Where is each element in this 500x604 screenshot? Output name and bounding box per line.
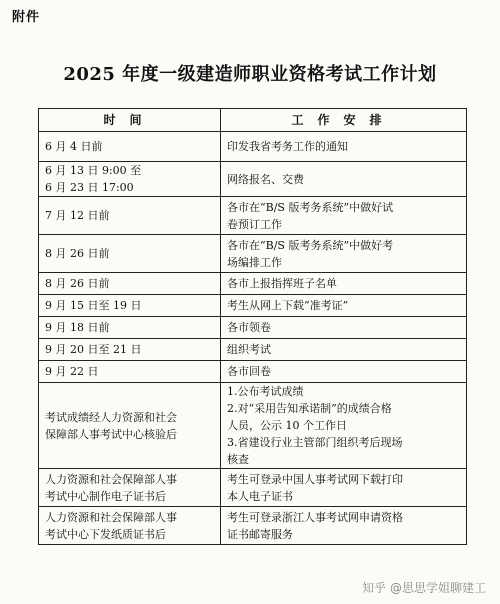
cell-task — [221, 132, 467, 162]
cell-task — [221, 361, 467, 383]
task-line: 各市领卷 — [227, 321, 271, 334]
schedule-table — [38, 108, 467, 545]
time-line: 9 月 15 日至 19 日 — [45, 299, 142, 312]
cell-time — [39, 339, 221, 361]
cell-time — [39, 469, 221, 507]
time-line: 6 月 23 日 17:00 — [45, 181, 134, 194]
table-row — [39, 132, 467, 162]
task-line: 考生从网上下载“准考证” — [227, 299, 349, 312]
cell-task — [221, 469, 467, 507]
time-line: 6 月 4 日前 — [45, 140, 103, 153]
time-line: 考试成绩经人力资源和社会 — [45, 410, 177, 424]
task-line: 组织考试 — [227, 343, 271, 356]
document-title: 2025 年度一级建造师职业资格考试工作计划 — [63, 64, 437, 85]
cell-time — [39, 295, 221, 317]
time-line: 9 月 20 日至 21 日 — [45, 343, 142, 356]
attachment-label: 附件 — [12, 10, 41, 25]
task-line: 场编排工作 — [227, 255, 282, 269]
table-row — [39, 273, 467, 295]
time-line: 考试中心下发纸质证书后 — [45, 527, 166, 541]
table-header-row — [39, 109, 467, 132]
table-row — [39, 383, 467, 469]
table-body — [39, 132, 467, 545]
cell-task — [221, 507, 467, 545]
cell-task — [221, 339, 467, 361]
time-line: 人力资源和社会保障部人事 — [45, 472, 177, 486]
header-time: 时间 — [39, 109, 221, 132]
task-line: 1.公布考试成绩 — [227, 385, 304, 398]
task-line: 本人电子证书 — [227, 489, 293, 503]
cell-task — [221, 197, 467, 235]
cell-time — [39, 162, 221, 197]
time-line: 考试中心制作电子证书后 — [45, 489, 166, 503]
time-line: 6 月 13 日 9:00 至 — [45, 164, 142, 177]
cell-task — [221, 235, 467, 273]
task-line: 卷预订工作 — [227, 217, 282, 231]
time-line: 9 月 22 日 — [45, 365, 99, 378]
watermark: 知乎 @思思学姐聊建工 — [362, 581, 486, 595]
cell-time — [39, 507, 221, 545]
table-row — [39, 507, 467, 545]
table-row — [39, 197, 467, 235]
time-line: 7 月 12 日前 — [45, 209, 110, 222]
cell-task — [221, 295, 467, 317]
task-line: 核查 — [227, 453, 249, 466]
time-line: 8 月 26 日前 — [45, 277, 110, 290]
cell-time — [39, 197, 221, 235]
cell-time — [39, 235, 221, 273]
task-line: 各市上报指挥班子名单 — [227, 277, 337, 290]
task-line: 2.对“采用告知承诺制”的成绩合格 — [227, 402, 392, 415]
cell-task — [221, 383, 467, 469]
cell-time — [39, 273, 221, 295]
task-line: 网络报名、交费 — [227, 172, 304, 186]
time-line: 8 月 26 日前 — [45, 247, 110, 260]
table-row — [39, 469, 467, 507]
cell-task — [221, 273, 467, 295]
time-line: 保障部人事考试中心核验后 — [45, 427, 177, 441]
table-row — [39, 235, 467, 273]
task-line: 考生可登录中国人事考试网下载打印 — [227, 472, 403, 486]
table-row — [39, 162, 467, 197]
task-line: 证书邮寄服务 — [227, 527, 293, 541]
cell-time — [39, 383, 221, 469]
table-row — [39, 339, 467, 361]
time-line: 9 月 18 日前 — [45, 321, 110, 334]
cell-time — [39, 361, 221, 383]
table-row — [39, 295, 467, 317]
table-row — [39, 317, 467, 339]
time-line: 人力资源和社会保障部人事 — [45, 510, 177, 524]
cell-time — [39, 317, 221, 339]
task-line: 印发我省考务工作的通知 — [227, 140, 348, 153]
task-line: 各市在“B/S 版考务系统”中做好考 — [227, 238, 394, 252]
cell-task — [221, 317, 467, 339]
cell-task — [221, 162, 467, 197]
task-line: 各市回卷 — [227, 365, 271, 378]
task-line: 人员，公示 10 个工作日 — [227, 419, 347, 432]
header-task: 工作安排 — [221, 109, 467, 132]
table-row — [39, 361, 467, 383]
task-line: 考生可登录浙江人事考试网申请资格 — [227, 510, 403, 524]
task-line: 各市在“B/S 版考务系统”中做好试 — [227, 200, 394, 214]
task-line: 3.省建设行业主管部门组织考后现场 — [227, 436, 403, 449]
cell-time — [39, 132, 221, 162]
